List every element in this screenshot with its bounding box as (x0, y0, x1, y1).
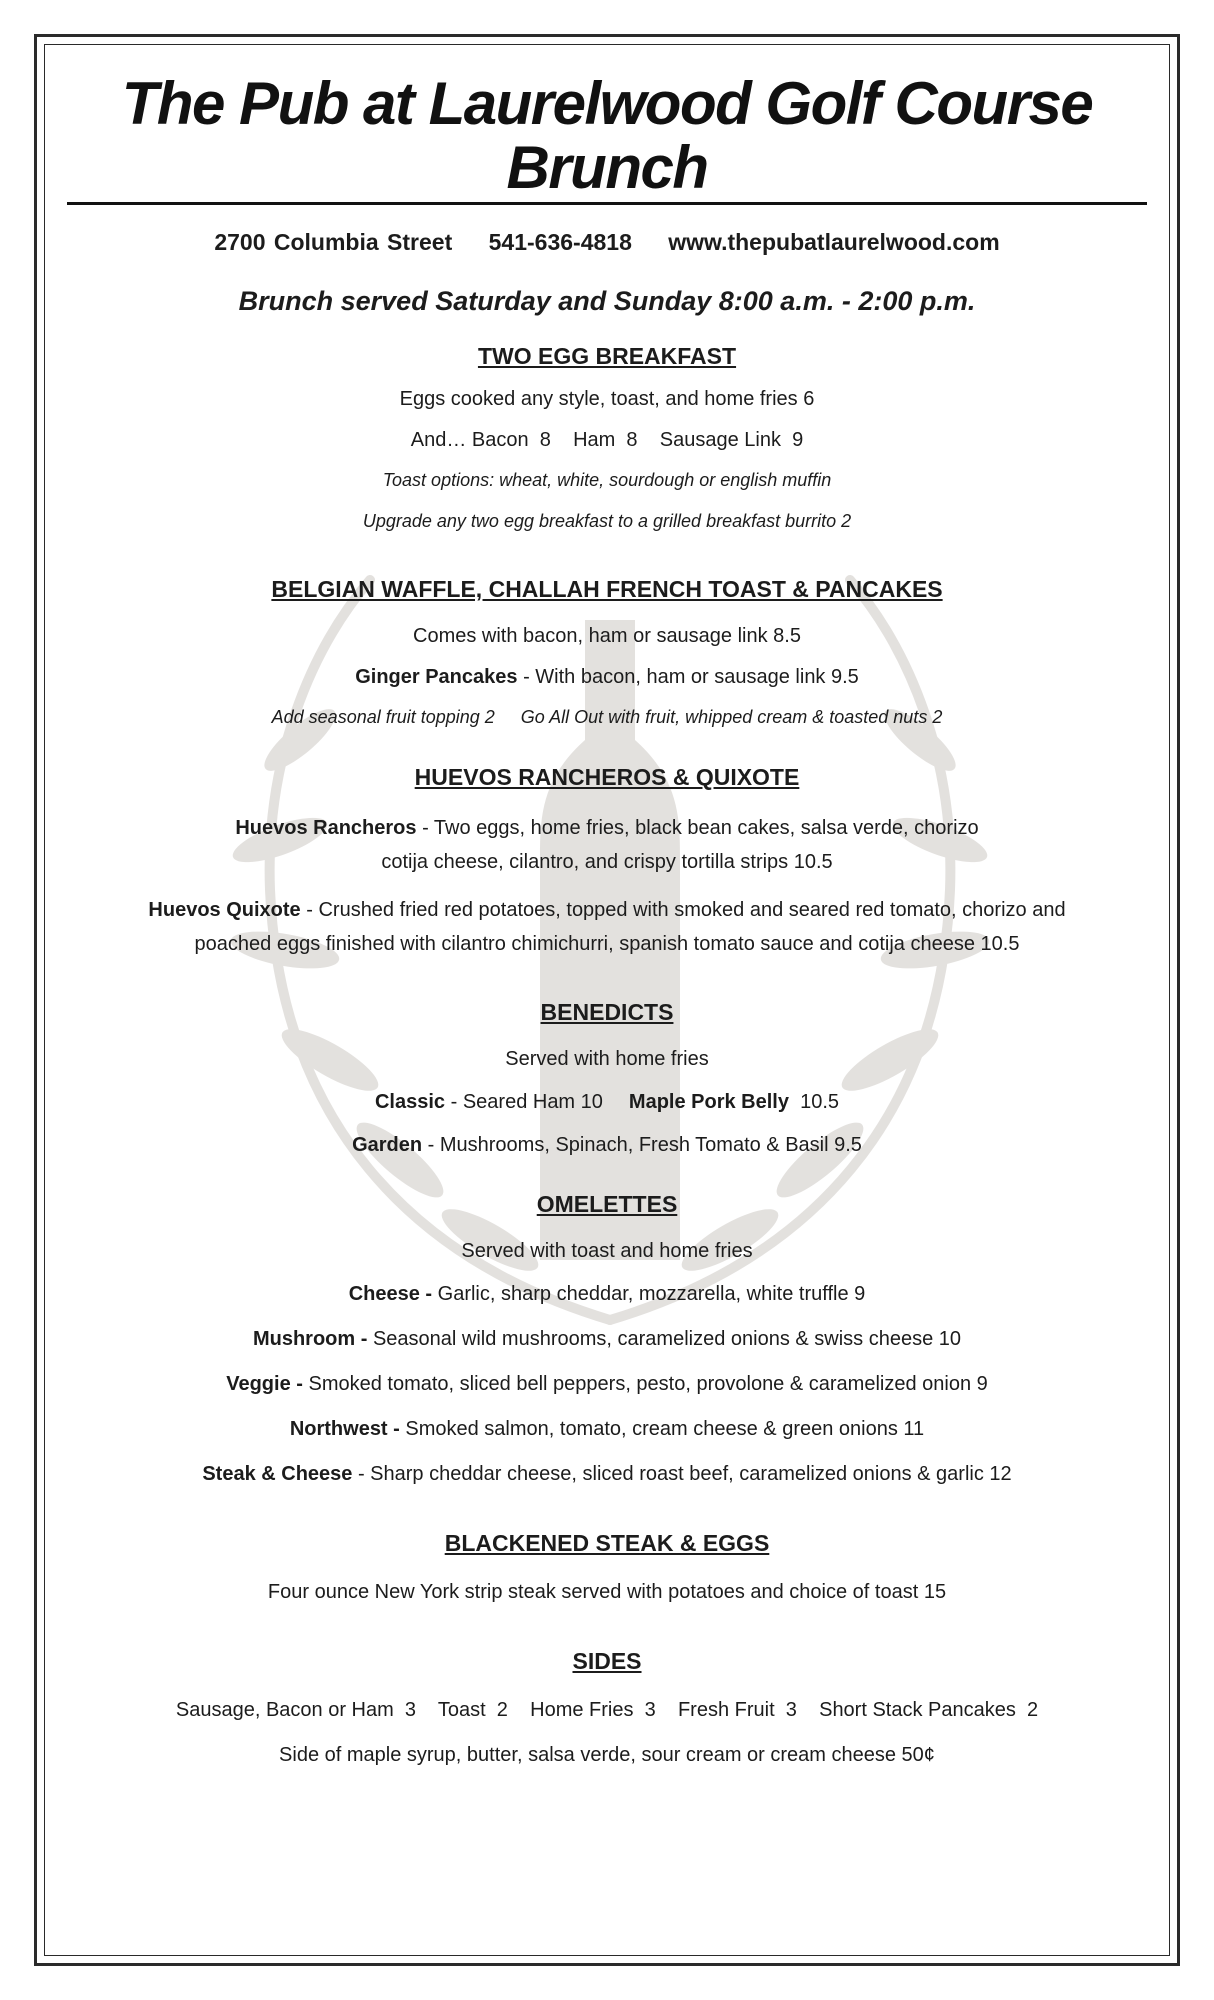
address: 2700 Columbia Street (214, 229, 453, 255)
omelette-item (60, 1328, 1154, 1351)
section-heading-benedicts: BENEDICTS (540, 999, 674, 1025)
website: www.thepubatlaurelwood.com (668, 229, 1000, 255)
menu-title: The Pub at Laurelwood Golf Course Brunch (121, 70, 1093, 201)
omelette-item (60, 1418, 1154, 1441)
sides-line: Sausage, Bacon or Ham 3 Toast 2 Home Fries 3 Fresh Fruit 3 Short Stack Pancakes 2 (175, 1699, 1039, 1721)
huevos-quixote-name: Huevos Quixote (148, 899, 301, 921)
two-egg-addons: And… Bacon 8 Ham 8 Sausage Link 9 (410, 429, 804, 451)
go-all-out-addon: Go All Out with fruit, whipped cream & toasted nuts 2 (520, 707, 943, 727)
garden-name: Garden (352, 1134, 423, 1156)
huevos-quixote-desc-1: - Crushed fried red potatoes, topped with smoked and seared red tomato, chorizo and (300, 899, 1066, 921)
phone: 541-636-4818 (488, 229, 632, 255)
huevos-rancheros-desc-1: - Two eggs, home fries, black bean cakes, salsa verde, chorizo (416, 817, 979, 839)
classic-name: Classic (374, 1091, 446, 1113)
huevos-quixote-item (60, 893, 1154, 961)
condiments-line: Side of maple syrup, butter, salsa verde, sour cream or cream cheese 50¢ (279, 1744, 935, 1766)
omelette-name: Mushroom - (252, 1328, 368, 1350)
contact-line (60, 229, 1154, 256)
omelette-desc: - Sharp cheddar cheese, sliced roast beef, caramelized onions & garlic 12 (352, 1463, 1012, 1485)
waffle-line: Comes with bacon, ham or sausage link 8.5 (413, 625, 801, 647)
section-heading-omelettes: OMELETTES (536, 1191, 678, 1217)
ginger-pancakes-desc: - With bacon, ham or sausage link 9.5 (517, 666, 859, 688)
fruit-topping-addon: Add seasonal fruit topping 2 (271, 707, 495, 727)
brunch-hours: Brunch served Saturday and Sunday 8:00 a.m. - 2:00 p.m. (238, 286, 976, 316)
omelette-name: Veggie - (226, 1373, 303, 1395)
omelette-desc: Smoked tomato, sliced bell peppers, pesto, provolone & caramelized onion 9 (302, 1373, 988, 1395)
ginger-pancakes-item (60, 666, 1154, 689)
menu-content (60, 60, 1154, 1767)
omelette-item (60, 1463, 1154, 1486)
section-heading-steak: BLACKENED STEAK & EGGS (444, 1530, 770, 1556)
huevos-rancheros-name: Huevos Rancheros (235, 817, 417, 839)
maple-pork-belly-price: 10.5 (788, 1091, 840, 1113)
omelette-name: Cheese - (348, 1283, 433, 1305)
section-heading-huevos: HUEVOS RANCHEROS & QUIXOTE (414, 764, 800, 790)
ginger-pancakes-name: Ginger Pancakes (355, 666, 518, 688)
section-heading-waffle: BELGIAN WAFFLE, CHALLAH FRENCH TOAST & PANCAKES (271, 576, 943, 602)
omelette-name: Northwest - (289, 1418, 400, 1440)
huevos-rancheros-item (60, 811, 1154, 879)
benedicts-sub: Served with home fries (505, 1048, 709, 1070)
classic-desc: - Seared Ham 10 (445, 1091, 603, 1113)
huevos-rancheros-desc-2: cotija cheese, cilantro, and crispy tortilla strips 10.5 (381, 851, 833, 873)
garden-desc: - Mushrooms, Spinach, Fresh Tomato & Basil 9.5 (422, 1134, 862, 1156)
two-egg-line: Eggs cooked any style, toast, and home fries 6 (399, 388, 815, 410)
huevos-quixote-desc-2: poached eggs finished with cilantro chimichurri, spanish tomato sauce and cotija cheese 10.5 (194, 933, 1020, 955)
steak-line: Four ounce New York strip steak served with potatoes and choice of toast 15 (267, 1581, 947, 1603)
title-underline (67, 202, 1147, 205)
omelette-item (60, 1283, 1154, 1306)
omelette-desc: Smoked salmon, tomato, cream cheese & green onions 11 (399, 1418, 925, 1440)
benedict-garden (60, 1134, 1154, 1157)
benedict-classic-maple (60, 1091, 1154, 1114)
waffle-addons (60, 707, 1154, 728)
maple-pork-belly-name: Maple Pork Belly (628, 1091, 789, 1113)
omelettes-sub: Served with toast and home fries (461, 1240, 753, 1262)
omelette-desc: Seasonal wild mushrooms, caramelized onions & swiss cheese 10 (367, 1328, 962, 1350)
section-heading-sides: SIDES (572, 1648, 642, 1674)
toast-options: Toast options: wheat, white, sourdough or english muffin (382, 470, 832, 490)
section-heading-two-egg: TWO EGG BREAKFAST (477, 343, 737, 369)
burrito-upgrade: Upgrade any two egg breakfast to a grilled breakfast burrito 2 (362, 511, 852, 531)
omelette-name: Steak & Cheese (202, 1463, 353, 1485)
omelette-desc: Garlic, sharp cheddar, mozzarella, white truffle 9 (432, 1283, 866, 1305)
omelette-item (60, 1373, 1154, 1396)
